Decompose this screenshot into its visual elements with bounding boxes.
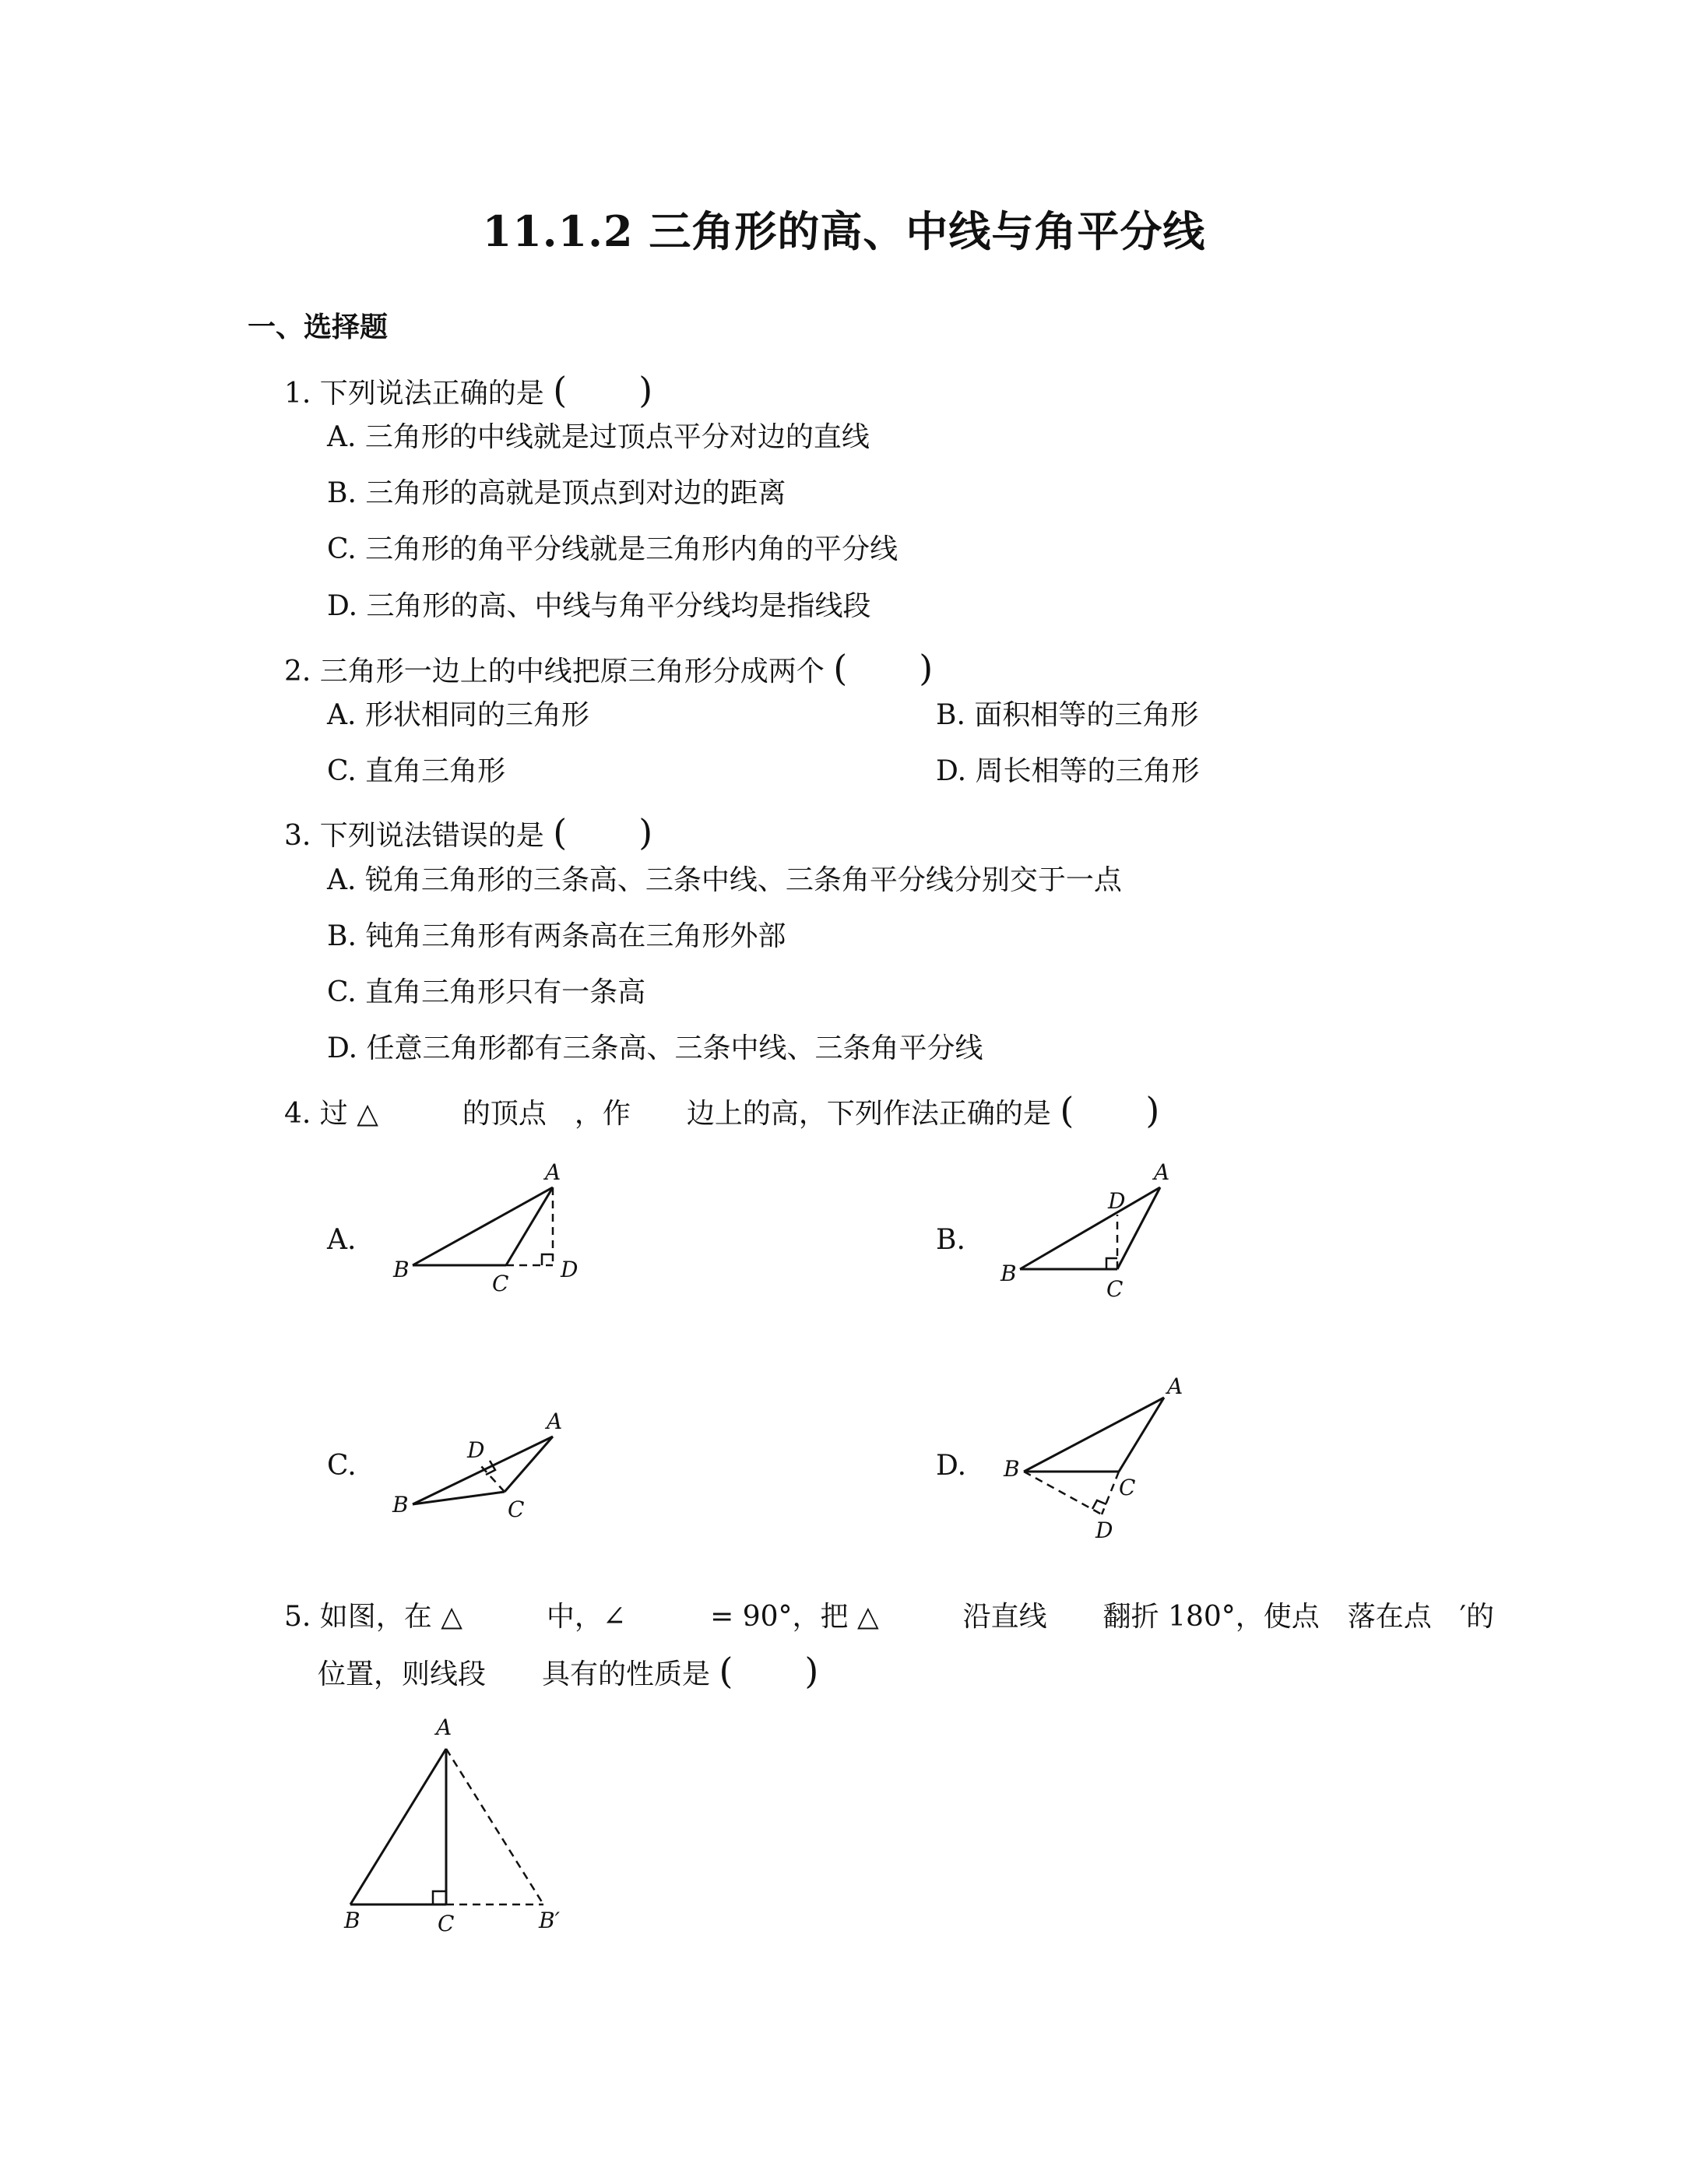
- right-angle-mark: [433, 1891, 446, 1904]
- vertex-d: D: [561, 1257, 578, 1282]
- vertex-d: D: [1095, 1518, 1113, 1543]
- vertex-a: A: [436, 1714, 452, 1740]
- line-ca: [505, 1437, 553, 1492]
- question-4-option-c-label: C.: [327, 1450, 357, 1482]
- question-3-answer-blank: ( ): [553, 811, 653, 853]
- question-5-stem-line2: [318, 1643, 818, 1694]
- vertex-a: A: [1167, 1373, 1183, 1399]
- vertex-a: A: [547, 1409, 563, 1434]
- question-4-figure-b: [993, 1152, 1226, 1308]
- vertex-c: C: [492, 1271, 509, 1296]
- vertex-b: B: [344, 1908, 360, 1933]
- question-5-stem-line1: 5. 如图，在 △ 中，∠ = 90°，把 △ 沿直线 翻折 180°，使点 落在点 ′的: [284, 1601, 1494, 1633]
- question-3-option-b: B. 钝角三角形有两条高在三角形外部: [327, 920, 786, 952]
- question-4-figure-c: [382, 1386, 615, 1542]
- question-3-option-d: D. 任意三角形都有三条高、三条中线、三条角平分线: [327, 1032, 983, 1064]
- question-2-option-c: C. 直角三角形: [327, 755, 506, 787]
- page-title: 11.1.2 三角形的高、中线与角平分线: [482, 206, 1206, 256]
- height-cd: [480, 1465, 505, 1492]
- question-2-option-a: A. 形状相同的三角形: [327, 699, 589, 731]
- question-3-stem: [284, 804, 652, 856]
- question-1-option-d: D. 三角形的高、中线与角平分线均是指线段: [327, 590, 871, 622]
- question-1-answer-blank: ( ): [553, 369, 653, 411]
- vertex-c: C: [508, 1496, 525, 1522]
- question-4-answer-blank: ( ): [1060, 1089, 1160, 1131]
- section-heading: 一、选择题: [248, 311, 389, 343]
- line-ba: [1024, 1398, 1164, 1472]
- question-4-figure-a: [382, 1152, 615, 1308]
- vertex-c: C: [438, 1911, 455, 1936]
- right-angle-mark: [542, 1254, 553, 1265]
- vertex-b: B: [392, 1492, 409, 1518]
- question-4-figure-d: [993, 1370, 1242, 1557]
- question-4-option-b-label: B.: [936, 1224, 965, 1256]
- vertex-d: D: [467, 1437, 485, 1463]
- extension-cd: [1102, 1472, 1119, 1514]
- vertex-b: B: [1004, 1456, 1020, 1482]
- right-angle-mark: [1106, 1258, 1117, 1269]
- vertex-a: A: [1154, 1159, 1170, 1185]
- question-5-answer-blank: ( ): [719, 1650, 819, 1692]
- question-4-option-a-label: A.: [327, 1224, 357, 1256]
- question-2-text: 2. 三角形一边上的中线把原三角形分成两个: [284, 656, 825, 688]
- question-4-text: 4. 过 △ 的顶点 ，作 边上的高，下列作法正确的是: [284, 1098, 1051, 1130]
- question-1-option-b: B. 三角形的高就是顶点到对边的距离: [327, 477, 786, 509]
- vertex-d: D: [1108, 1188, 1126, 1214]
- vertex-b: B: [1000, 1261, 1017, 1286]
- question-4-option-d-label: D.: [936, 1450, 967, 1482]
- vertex-b: B: [393, 1257, 410, 1282]
- question-2-option-b: B. 面积相等的三角形: [936, 699, 1199, 731]
- line-ab-prime: [446, 1749, 543, 1904]
- question-3-text: 3. 下列说法错误的是: [284, 820, 544, 852]
- question-5-text: 位置，则线段 具有的性质是: [318, 1658, 711, 1690]
- vertex-c: C: [1106, 1276, 1124, 1302]
- question-4-stem: [284, 1082, 1159, 1134]
- question-1-stem: [284, 362, 652, 413]
- question-3-option-c: C. 直角三角形只有一条高: [327, 976, 646, 1008]
- height-bd: [1024, 1472, 1102, 1514]
- vertex-a: A: [545, 1159, 561, 1185]
- line-ba: [413, 1187, 553, 1265]
- vertex-b-prime: B′: [539, 1908, 560, 1933]
- question-2-stem: [284, 640, 933, 691]
- question-1-text: 1. 下列说法正确的是: [284, 378, 544, 410]
- vertex-c: C: [1119, 1475, 1136, 1500]
- question-2-option-d: D. 周长相等的三角形: [936, 755, 1200, 787]
- right-angle-mark: [1092, 1500, 1106, 1509]
- question-5-figure: [335, 1705, 592, 1939]
- question-2-answer-blank: ( ): [833, 647, 934, 689]
- line-ba: [350, 1749, 446, 1904]
- question-1-option-a: A. 三角形的中线就是过顶点平分对边的直线: [327, 421, 870, 453]
- question-1-option-c: C. 三角形的角平分线就是三角形内角的平分线: [327, 533, 899, 565]
- question-3-option-a: A. 锐角三角形的三条高、三条中线、三条角平分线分别交于一点: [327, 864, 1122, 896]
